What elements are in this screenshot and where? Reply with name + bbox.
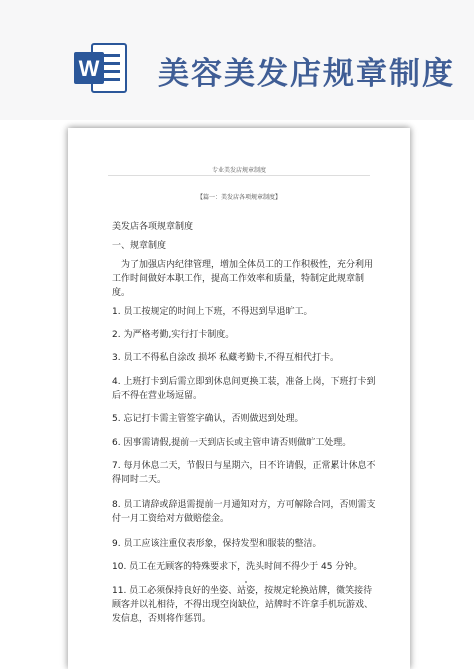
rule-item-5: 5. 忘记打卡需主管签字确认，否则做迟到处理。 — [112, 414, 304, 424]
page-mark — [245, 581, 247, 583]
rule-item-6: 6. 因事需请假,提前一天到店长或主管申请否则做旷工处理。 — [112, 438, 352, 448]
rule-item-8: 8. 员工请辞或辞退需提前一月通知对方，方可解除合同，否则需支付一月工资给对方做赔偿金。 — [112, 500, 376, 524]
rule-item-3: 3. 员工不得私自涂改 损坏 私藏考勤卡,不得互相代打卡。 — [112, 353, 340, 363]
rule-item-4: 4. 上班打卡到后需立即到休息间更换工装，准备上岗，下班打卡到后不得在营业场逗留。 — [112, 377, 376, 401]
document-page — [68, 128, 410, 669]
document-title: 美发店各项规章制度 — [112, 222, 194, 232]
rule-item-10: 10. 员工在无顾客的特殊要求下，洗头时间不得少于 45 分钟。 — [112, 562, 363, 572]
document-header: 专业美发店规章制度 — [211, 167, 266, 174]
word-icon — [72, 40, 128, 96]
word-icon-letter: W — [78, 56, 100, 81]
banner-title: 美容美发店规章制度 — [158, 56, 455, 92]
rule-item-7: 7. 每月休息二天，节假日与星期六，日不许请假，正常累计休息不得同时二天。 — [112, 461, 376, 485]
intro-paragraph: 为了加强店内纪律管理，增加全体员工的工作积极性，充分利用工作时间做好本职工作，提高工作效率和质量，特制定此规章制度。 — [112, 260, 374, 298]
rule-item-11: 11. 员工必须保持良好的坐姿、站姿，按规定轮换站牌，微笑接待顾客并以礼相待，不得出现空岗缺位，站牌时不许拿手机玩游戏、发信息，否则将作惩罚。 — [112, 586, 374, 624]
rule-item-9: 9. 员工应该注重仪表形象，保持发型和服装的整洁。 — [112, 539, 322, 549]
document-subtitle: 【篇一：美发店各项规章制度】 — [196, 194, 281, 201]
section-heading: 一、规章制度 — [112, 241, 167, 251]
header-divider — [108, 175, 370, 176]
rule-item-2: 2. 为严格考勤,实行打卡制度。 — [112, 330, 235, 340]
rule-item-1: 1. 员工按规定的时间上下班，不得迟到早退旷工。 — [112, 307, 313, 317]
banner — [0, 0, 474, 120]
